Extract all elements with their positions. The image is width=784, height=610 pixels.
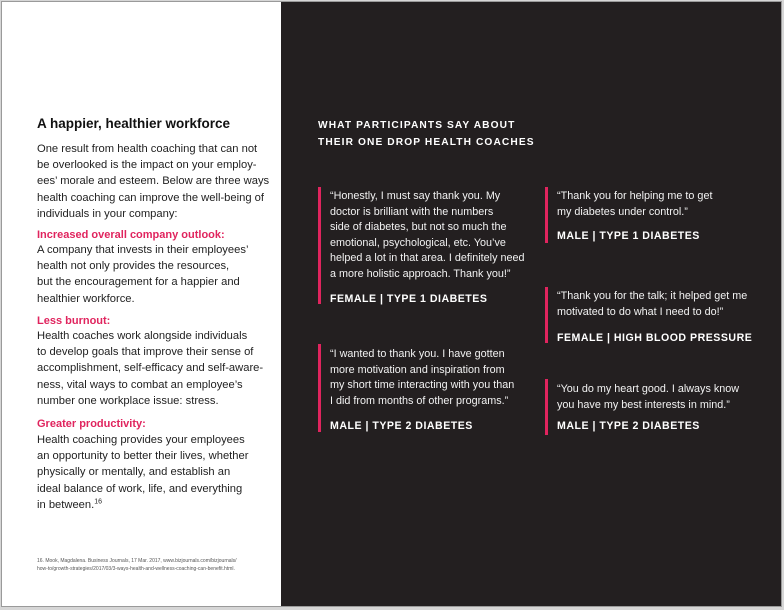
article-column [2, 2, 281, 606]
testimonials-panel [281, 2, 781, 606]
quote-attribution: MALE | TYPE 1 DIABETES [557, 230, 700, 242]
quote-line: my diabetes under control.” [557, 205, 688, 218]
quote-attribution: MALE | TYPE 2 DIABETES [557, 420, 700, 432]
quote-text [557, 189, 712, 220]
benefit-line: A company that invests in their employees’ [37, 244, 249, 256]
benefit-line-text: in between. [37, 498, 95, 511]
quote-line: more motivation and inspiration from [330, 363, 505, 376]
benefit-body-productivity [37, 432, 273, 513]
quote-line: my short time interacting with you than [330, 379, 515, 392]
benefit-line: but the encouragement for a happier and [37, 276, 240, 289]
benefit-title-productivity: Greater productivity: [37, 418, 146, 430]
quote-line: “Thank you for the talk; it helped get me [557, 290, 748, 302]
quote-accent-bar [545, 287, 548, 343]
testimonials-title-line: THEIR ONE DROP HEALTH COACHES [318, 137, 535, 148]
quote-line: doctor is brilliant with the numbers [330, 205, 494, 218]
benefit-line: Health coaching provides your employees [37, 434, 245, 446]
testimonials-title [318, 117, 535, 151]
quote-line: “Honestly, I must say thank you. My [330, 190, 501, 202]
quote-accent-bar [545, 187, 548, 243]
footnote-line: how-to/growth-strategies/2017/03/3-ways-health-and-wellness-coaching-can-benefit.html. [37, 566, 235, 572]
benefit-line [37, 497, 273, 513]
quote-attribution: MALE | TYPE 2 DIABETES [330, 420, 473, 432]
footnote [37, 557, 277, 573]
quote-line: helped a lot in that area. I definitely need [330, 252, 525, 265]
article-heading: A happier, healthier workforce [37, 116, 231, 131]
quote-text [557, 382, 739, 413]
benefit-line: accomplishment, self-efficacy and self-aware- [37, 362, 264, 375]
quote-line: a more holistic approach. Thank you!” [330, 267, 511, 280]
quote-attribution: FEMALE | TYPE 1 DIABETES [330, 293, 488, 305]
benefit-line: an opportunity to better their lives, whether [37, 450, 249, 463]
benefit-line: number one workplace issue: stress. [37, 394, 219, 407]
footnote-line: 16. Mook, Magdalena. Business Journals, 17 Mar. 2017, www.bizjournals.com/bizjournals/ [37, 558, 237, 564]
benefit-title-burnout: Less burnout: [37, 315, 111, 327]
quote-attribution: FEMALE | HIGH BLOOD PRESSURE [557, 332, 753, 344]
footnote-reference: 16 [94, 498, 103, 506]
quote-text [557, 289, 747, 320]
benefit-line: Health coaches work alongside individuals [37, 330, 248, 342]
quote-line: “Thank you for helping me to get [557, 190, 713, 202]
benefit-line: healthier workforce. [37, 292, 135, 305]
quote-line: side of diabetes, but not so much the [330, 221, 507, 234]
intro-line: health coaching can improve the well-being of [37, 191, 264, 204]
quote-text [330, 347, 514, 409]
benefit-body-outlook [37, 242, 273, 307]
quote-accent-bar [545, 379, 548, 435]
intro-paragraph [37, 141, 273, 222]
quote-line: emotional, psychological, etc. You’ve [330, 236, 506, 249]
intro-line: be overlooked is the impact on your employ- [37, 159, 257, 172]
intro-line: ees’ morale and esteem. Below are three ways [37, 175, 270, 188]
benefit-line: to develop goals that improve their sense of [37, 346, 254, 359]
benefit-line: health not only provides the resources, [37, 260, 230, 273]
quote-line: I did from months of other programs.” [330, 394, 509, 407]
quote-line: “You do my heart good. I always know [557, 383, 740, 395]
benefit-line: ideal balance of work, life, and everything [37, 482, 243, 495]
testimonials-title-line: WHAT PARTICIPANTS SAY ABOUT [318, 120, 516, 131]
quote-accent-bar [318, 344, 321, 432]
quote-line: “I wanted to thank you. I have gotten [330, 348, 505, 360]
benefit-line: ness, vital ways to combat an employee’s [37, 378, 243, 391]
quote-line: you have my best interests in mind.” [557, 398, 730, 411]
intro-line: individuals in your company: [37, 207, 178, 220]
quote-accent-bar [318, 187, 321, 304]
benefit-title-outlook: Increased overall company outlook: [37, 229, 225, 241]
benefit-line: physically or mentally, and establish an [37, 466, 231, 479]
intro-line: One result from health coaching that can not [37, 143, 258, 155]
quote-line: motivated to do what I need to do!” [557, 305, 724, 318]
benefit-body-burnout [37, 328, 273, 409]
document-page [1, 1, 782, 607]
quote-text [330, 189, 524, 283]
